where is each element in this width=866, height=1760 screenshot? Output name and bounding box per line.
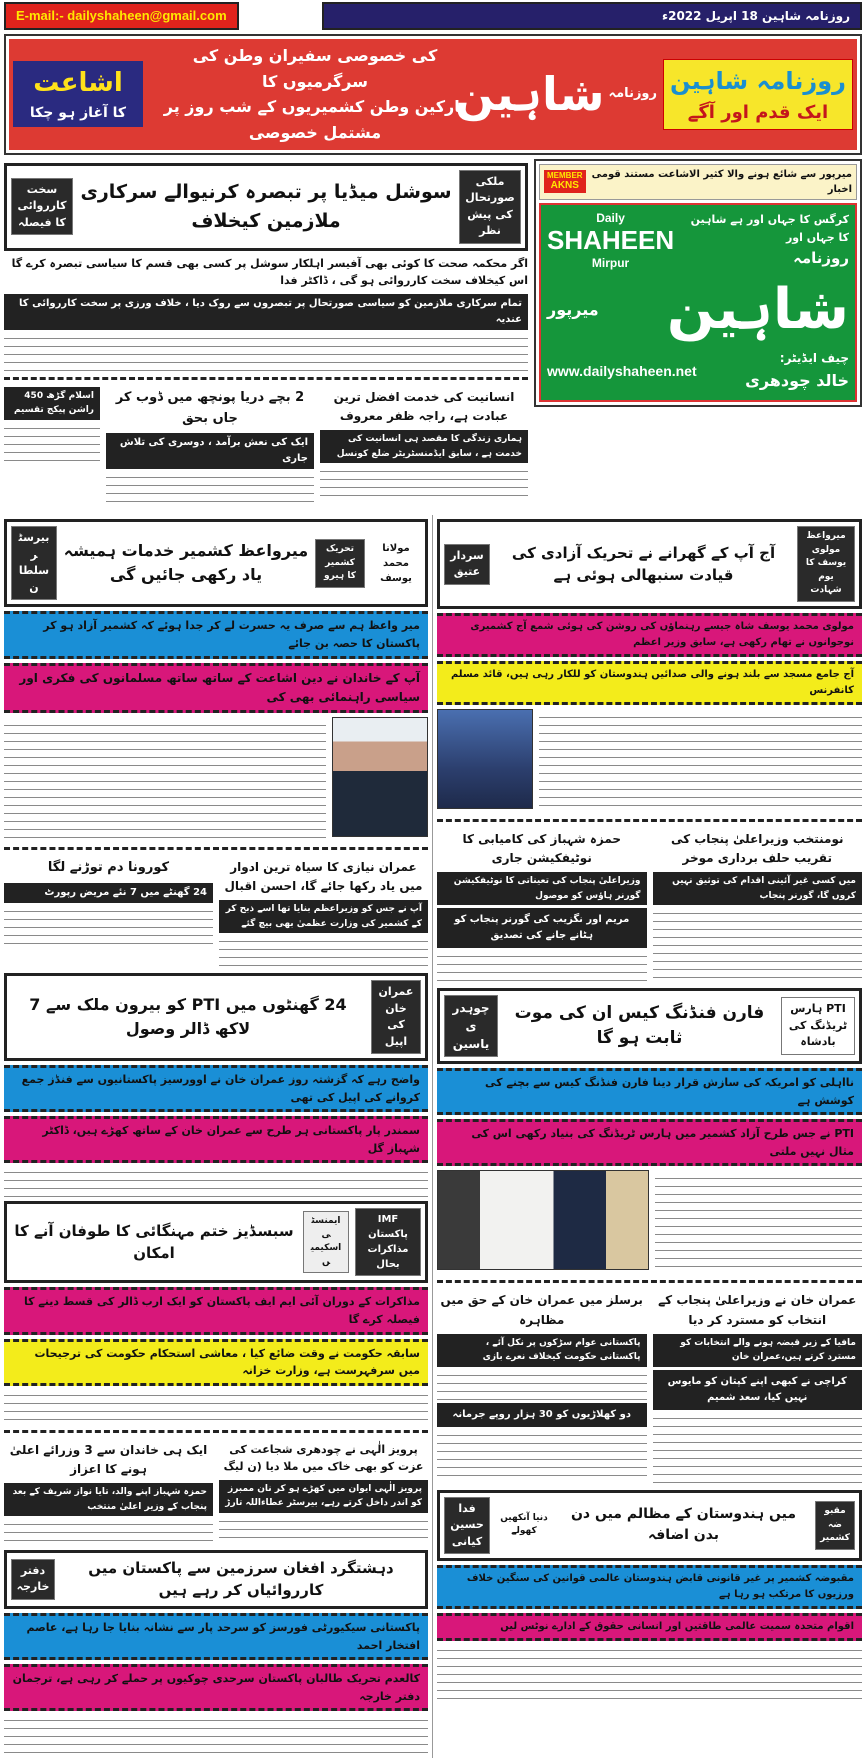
tag-left: دفتر خارجہ bbox=[11, 1559, 55, 1600]
strip-farin-blue: نااہلی کو امریکہ کی سازش قرار دینا فارن فنڈنگ کیس سے بچنے کی کوشش ہے bbox=[437, 1068, 862, 1115]
article-body bbox=[539, 712, 862, 812]
top-right-column bbox=[534, 159, 862, 512]
masthead-city: میرپور bbox=[547, 299, 599, 319]
strip-farin-pink: PTI نے جس طرح آزاد کشمیر میں ہارس ٹریڈنگ کی بنیاد رکھی اس کی مثال نہیں ملتی bbox=[437, 1119, 862, 1166]
tag-left: بیرسٹر سلطان bbox=[11, 526, 57, 600]
story-insaniyat bbox=[320, 384, 528, 512]
banner-blue-box bbox=[13, 61, 143, 127]
banner-blue-title: اشاعت bbox=[33, 68, 123, 99]
logo-mirpur: Mirpur bbox=[591, 256, 630, 271]
story-corona bbox=[4, 854, 213, 969]
strip-afghan-blue: پاکستانی سیکیورٹی فورسز کو سرحد پار سے نشانہ بنایا جا رہا ہے، عاصم افتخار احمد bbox=[4, 1613, 428, 1660]
subbar-punjab-oath: میں کسی غیر آئینی اقدام کی توثیق نہیں کروں گا، گورنر پنجاب bbox=[653, 872, 863, 905]
strip-gharana-yellow: آج جامع مسجد سے بلند ہونے والی صدائیں ہندوستان کو للکار رہی ہیں، قائد مسلم کانفرنس bbox=[437, 661, 862, 705]
rejects-brussels-row bbox=[437, 1287, 862, 1485]
english-logo bbox=[547, 211, 674, 271]
promo-banner bbox=[4, 34, 862, 154]
akns-member: MEMBER bbox=[547, 170, 583, 180]
subhead-social: اگر محکمہ صحت کا کوئی بھی آفیسر اہلکار سوشل پر کسی بھی قسم کا سیاسی تبصرہ کرے گا اس کیخلاف سخت کارروائی ہو گی ، ڈاکٹر فدا bbox=[11, 256, 528, 288]
masthead-logo: شاہین bbox=[666, 276, 849, 342]
strip-pti-blue: واضح رہے کہ گزشتہ روز عمران خان نے اوورسیز پاکستانیوں سے فنڈز جمع کروانے کی اپیل کی تھی bbox=[4, 1065, 428, 1112]
article-body bbox=[437, 1645, 862, 1705]
subbar-elahi: پرویز الٰہی ایوان میں کھڑے ہو کر نان ممبرز کو اندر داخل کرتے رہے، بیرسٹر عطاءاللہ تارڑ bbox=[219, 1480, 428, 1513]
strip-afghan-pink: کالعدم تحریک طالبان پاکستان سرحدی چوکیوں پر حملے کر رہی ہے، ترجمان دفتر خارجہ bbox=[4, 1664, 428, 1711]
banner-blue-sub: کا آغاز ہو چکا bbox=[29, 105, 127, 122]
headline-text: آج آپ کے گھرانے نے تحریک آزادی کی قیادت سنبھالی ہوئی ہے bbox=[511, 543, 776, 585]
headline-ahsan: عمران نیازی کا سیاہ ترین ادوار میں یاد رکھا جائے گا، احسن اقبال bbox=[224, 859, 423, 894]
subbar-family: حمزہ شہباز اپنے والد، تایا نواز شریف کے بعد پنجاب کے وزیر اعلیٰ منتخب bbox=[4, 1483, 213, 1516]
headline-text: سبسڈیز ختم مہنگائی کا طوفان آنے کا امکان bbox=[14, 1221, 294, 1263]
hamza-box: مریم اور نگزیب کی گورنر پنجاب کو ہٹانے جانے کی تصدیق bbox=[437, 908, 647, 948]
article-body bbox=[655, 1173, 862, 1273]
website: www.dailyshaheen.net bbox=[547, 362, 697, 379]
tag-mid: تحریک کشمیر کا ہیرو bbox=[315, 539, 365, 588]
tag-left: سردار عتیق bbox=[444, 544, 490, 585]
akns-label: AKNS bbox=[550, 180, 579, 192]
issue-date: روزنامہ شاہین 18 اپریل 2022ء bbox=[322, 2, 862, 30]
ahsan-corona-row bbox=[4, 854, 428, 969]
banner-logo-group bbox=[454, 62, 657, 126]
masthead-tagline: میرپور سے شائع ہونے والا کثیر الاشاعت مستند قومی اخبار bbox=[591, 168, 852, 195]
urdu-header bbox=[680, 211, 849, 270]
subbar-ahsan: آپ نے جس کو وزیراعظم بنایا تھا اسے ذبح کر کے کشمیر کی وزارت عظمیٰ بھی بیچ گئے bbox=[219, 900, 428, 933]
photo-portrait bbox=[437, 709, 533, 809]
headline-imf bbox=[4, 1201, 428, 1283]
editor-block bbox=[745, 349, 849, 394]
punjab-row bbox=[437, 826, 862, 984]
spacer bbox=[247, 2, 314, 30]
story-brussels bbox=[437, 1287, 647, 1485]
banner-logo-prefix: روزنامہ bbox=[608, 86, 657, 102]
subbar-insaniyat: ہماری زندگی کا مقصد ہی انسانیت کی خدمت ہے ، سابق ایڈمنسٹریٹر ضلع کونسل bbox=[320, 430, 528, 463]
tag-right: IMF پاکستان مذاکرات بحال bbox=[355, 1208, 421, 1276]
logo-shaheen: SHAHEEN bbox=[547, 224, 675, 255]
article-body bbox=[653, 1413, 863, 1483]
subbar-social: تمام سرکاری ملازمین کو سیاسی صورتحال پر تبصروں سے روک دیا ، خلاف ورزی پر سخت کارروائی کا عندیہ bbox=[4, 294, 528, 330]
headline-brussels: برسلز میں عمران خان کے حق میں مظاہرہ bbox=[440, 1293, 643, 1327]
headline-text: فارن فنڈنگ کیس ان کی موت ثابت ہو گا bbox=[514, 1002, 765, 1048]
headline-rejects: عمران خان نے وزیراعلیٰ پنجاب کے انتخاب کو مسترد کر دیا bbox=[658, 1293, 857, 1327]
headline-mirwaiz bbox=[4, 519, 428, 607]
article-body bbox=[320, 466, 528, 496]
banner-logo: شاہین bbox=[454, 67, 605, 122]
article-body bbox=[4, 1167, 428, 1197]
gharana-media bbox=[437, 709, 862, 815]
banner-lines bbox=[149, 43, 481, 145]
subbar-corona: 24 گھنٹے میں 7 نئے مریض رپورٹ bbox=[4, 883, 213, 903]
tag-right: مقبوضہ کشمیر bbox=[815, 1501, 855, 1550]
subbar-poonch: ایک کی نعش برآمد ، دوسری کی تلاش جاری bbox=[106, 433, 314, 469]
headline-gharana bbox=[437, 519, 862, 609]
farin-media bbox=[437, 1170, 862, 1276]
headline-pti-24 bbox=[4, 973, 428, 1061]
article-body bbox=[4, 720, 326, 840]
headline-elahi: پرویز الٰہی نے چودھری شجاعت کی عزت کو بھی خاک میں ملا دیا (ن لیگ bbox=[223, 1442, 424, 1474]
story-hamza bbox=[437, 826, 647, 984]
article-body bbox=[219, 1516, 428, 1540]
tag-right: عمران خان کی اپیل bbox=[371, 980, 421, 1054]
headline-hamza: حمزہ شہباز کی کامیابی کا نوٹیفکیشن جاری bbox=[462, 831, 622, 866]
masthead-logo-panel bbox=[539, 203, 857, 402]
divider bbox=[4, 1430, 428, 1433]
story-poonch bbox=[106, 384, 314, 512]
headline-social-media bbox=[4, 163, 528, 251]
headline-text: 24 گھنٹوں میں PTI کو بیرون ملک سے 7 لاکھ ڈالر وصول bbox=[29, 995, 347, 1039]
headline-family: ایک ہی خاندان سے 3 وزرائے اعلیٰ ہونے کا اعزاز bbox=[9, 1442, 208, 1476]
left-column bbox=[4, 515, 428, 1758]
brussels-box: دو کھلاڑیوں کو 30 ہزار روپے جرمانہ bbox=[437, 1403, 647, 1427]
subbar-islamgarh: اسلام گڑھ 450 راشن پیکج تقسیم bbox=[4, 387, 100, 420]
top-section bbox=[4, 159, 862, 512]
strip-mirwaiz-pink: آپ کے خاندان نے دین اشاعت کے ساتھ ساتھ مسلمانوں کی فکری اور سیاسی راہنمائی بھی کی bbox=[4, 663, 428, 713]
headline-afghan bbox=[4, 1550, 428, 1609]
editor-label: چیف ایڈیٹر: bbox=[779, 350, 849, 365]
headline-insaniyat: انسانیت کی خدمت افضل ترین عبادت ہے، راجہ ظفر معروف bbox=[333, 389, 515, 423]
article-body bbox=[4, 1390, 428, 1426]
headline-india bbox=[437, 1490, 862, 1562]
article-body bbox=[437, 1370, 647, 1400]
headline-punjab-oath: نومنتخب وزیراعلیٰ پنجاب کی تقریب حلف برداری موخر bbox=[670, 831, 844, 866]
banner-yellow-box bbox=[663, 59, 853, 130]
tag-left: فدا حسین کیانی bbox=[444, 1497, 490, 1555]
photo-meeting bbox=[437, 1170, 649, 1270]
article-body bbox=[219, 936, 428, 966]
mirwaiz-media bbox=[4, 717, 428, 843]
headline-text: سوشل میڈیا پر تبصرہ کرنیوالے سرکاری ملازمین کیخلاف bbox=[80, 181, 452, 232]
article-body bbox=[653, 908, 863, 978]
article-body bbox=[4, 333, 528, 373]
article-body bbox=[4, 1519, 213, 1543]
short-stories-row bbox=[4, 384, 528, 512]
headline-farin-funding bbox=[437, 988, 862, 1064]
subbar-brussels: پاکستانی عوام سڑکوں پر نکل آئے ، پاکستانی حکومت کیخلاف نعرے بازی bbox=[437, 1334, 647, 1367]
banner-yellow-title: روزنامہ شاہین bbox=[670, 66, 846, 95]
banner-yellow-sub: ایک قدم اور آگے bbox=[687, 101, 829, 123]
headline-text: میرواعظ کشمیر خدمات ہمیشہ یاد رکھی جائیں گی bbox=[63, 541, 309, 585]
strip-gharana-pink: مولوی محمد یوسف شاہ جیسے رہنماؤں کی روشن کی ہوئی شمع آج کشمیری نوجوانوں نے تھام رکھی ہے، سابق وزیر اعظم bbox=[437, 613, 862, 657]
divider bbox=[4, 847, 428, 850]
article-body bbox=[437, 1430, 647, 1480]
main-section bbox=[4, 515, 862, 1758]
strip-india-pink: اقوام متحدہ سمیت عالمی طاقتیں اور انسانی حقوق کے ادارے نوٹس لیں bbox=[437, 1613, 862, 1641]
article-body bbox=[4, 906, 213, 946]
photo-portrait bbox=[332, 717, 428, 837]
story-islamgarh bbox=[4, 384, 100, 512]
banner-line-1: کی خصوصی سفیران وطن کی سرگرمیوں کا bbox=[192, 46, 438, 91]
tag-right: PTI ہارس ٹریڈنگ کی بادشاہ bbox=[781, 997, 855, 1055]
story-rejects bbox=[653, 1287, 863, 1485]
masthead-couplet: کرگس کا جہاں اور ہے شاہین کا جہاں اور bbox=[690, 212, 849, 244]
headline-text: میں ہندوستان کے مظالم میں دن بدن اضافہ bbox=[570, 1506, 796, 1544]
tag-mid: دنیا آنکھیں کھولے bbox=[496, 1509, 552, 1542]
akns-badge bbox=[544, 170, 586, 194]
divider bbox=[437, 1280, 862, 1283]
strip-mirwaiz-blue: میر واعظ ہم سے صرف یہ حسرت لے کر جدا ہوئے کہ کشمیر آزاد ہو کر پاکستان کا حصہ بن جائے bbox=[4, 611, 428, 658]
tag-mid: ایمنسٹی اسکیمیں bbox=[303, 1211, 349, 1273]
article-body bbox=[437, 951, 647, 981]
tag-right: ملکی صورتحال کی پیش نظر bbox=[459, 170, 521, 244]
banner-line-2: تارکین وطن کشمیریوں کے شب روز پر مشتمل خصوصی bbox=[163, 97, 467, 142]
strip-imf-yellow: سابقہ حکومت نے وقت ضائع کیا ، معاشی استحکام حکومت کی ترجیحات میں سرفہرست ہے، وزارت خزانہ bbox=[4, 1339, 428, 1386]
article-body bbox=[106, 472, 314, 508]
tag-right: میرواعظ مولوی یوسف کا یوم شہادت bbox=[797, 526, 855, 602]
article-body bbox=[4, 423, 100, 463]
masthead-rozname: روزنامہ bbox=[793, 249, 849, 268]
subbar-hamza: وزیراعلیٰ پنجاب کی تعیناتی کا نوٹیفکیشن گورنر ہاؤس کو موصول bbox=[437, 872, 647, 905]
subbar-rejects: مافیا کے زیر قبضہ ہونے والے انتخابات کو مسترد کرتے ہیں،عمران خان bbox=[653, 1334, 863, 1367]
tag-right: مولانا محمد یوسف bbox=[371, 538, 421, 589]
strip-imf-pink: مذاکرات کے دوران آئی ایم ایف پاکستان کو ایک ارب ڈالر کی قسط دینے کا فیصلہ کرے گا bbox=[4, 1287, 428, 1334]
masthead bbox=[534, 159, 862, 407]
top-left-column bbox=[4, 159, 528, 512]
divider bbox=[4, 377, 528, 380]
rejects-box: کراچی نے کبھی اپنے کپتان کو مایوس نہیں کیا، سعد شمیم bbox=[653, 1370, 863, 1410]
top-bar bbox=[4, 2, 862, 30]
strip-pti-pink: سمندر پار پاکستانی ہر طرح سے عمران خان کے ساتھ کھڑے ہیں، ڈاکٹر شہباز گل bbox=[4, 1116, 428, 1163]
right-column bbox=[432, 515, 862, 1758]
story-ahsan bbox=[219, 854, 428, 969]
headline-poonch: 2 بچے دریا پونچھ میں ڈوب کر جاں بحق bbox=[115, 389, 305, 426]
article-body bbox=[4, 1715, 428, 1755]
story-punjab-oath bbox=[653, 826, 863, 984]
logo-daily: Daily bbox=[596, 210, 625, 225]
divider bbox=[437, 819, 862, 822]
headline-text: دہشتگرد افغان سرزمین سے پاکستان میں کارروائیاں کر رہے ہیں bbox=[88, 1558, 394, 1600]
tag-left: سخت کارروائی کا فیصلہ bbox=[11, 178, 73, 236]
strip-india-blue: مقبوضہ کشمیر پر غیر قانونی قابض ہندوستان عالمی قوانین کی سنگین خلاف ورزیوں کا مرتکب ہو رہا ہے bbox=[437, 1565, 862, 1609]
email-banner: E-mail:- dailyshaheen@gmail.com bbox=[4, 2, 239, 30]
headline-corona: کورونا دم توڑنے لگا bbox=[47, 859, 170, 875]
editor-name: خالد چودھری bbox=[745, 371, 849, 391]
tag-left: چوہدری یاسین bbox=[444, 995, 498, 1057]
